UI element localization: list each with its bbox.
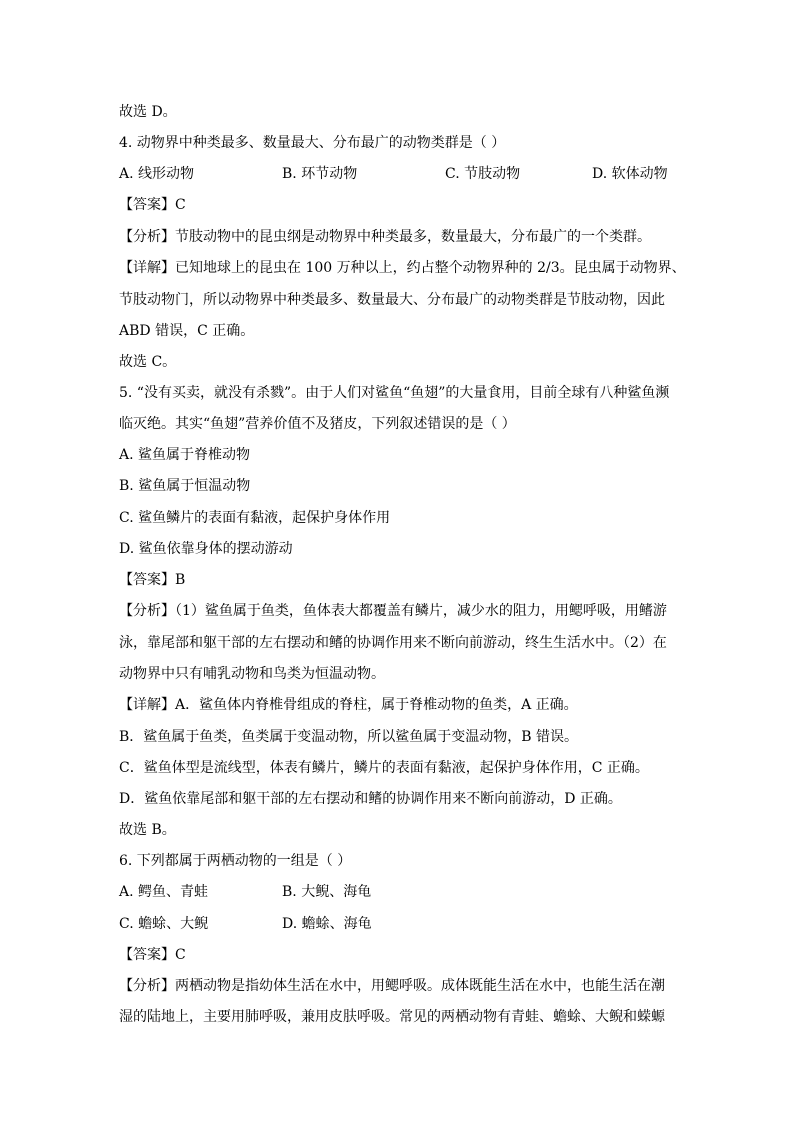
answer-value: B — [175, 572, 186, 588]
q5-option-b: B. 鲨鱼属于恒温动物 — [119, 478, 251, 494]
detail-tag: 【详解】 — [119, 697, 175, 713]
q4-option-c: C. 节肢动物 — [445, 166, 521, 182]
q5-analysis-line-1 — [119, 601, 679, 621]
answer-value: C — [175, 947, 186, 963]
q4-detail-line-3: ABD 错误，C 正确。 — [119, 323, 255, 339]
q5-option-c: C. 鲨鱼鳞片的表面有黏液，起保护身体作用 — [119, 510, 391, 526]
q4-conclusion: 故选 C。 — [119, 354, 177, 370]
detail-tag: 【详解】 — [119, 260, 175, 276]
q5-detail-line-3: C．鲨鱼体型是流线型，体表有鳞片，鳞片的表面有黏液，起保护身体作用，C 正确。 — [119, 760, 649, 776]
q6-option-b: B. 大鲵、海龟 — [282, 884, 372, 900]
q5-option-d: D. 鲨鱼依靠身体的摆动游动 — [119, 541, 293, 557]
q5-analysis-line-3: 动物界中只有哺乳动物和鸟类为恒温动物。 — [119, 666, 385, 682]
answer-tag: 【答案】 — [119, 572, 175, 588]
q6-option-a: A. 鳄鱼、青蛙 — [119, 884, 209, 900]
q4-answer — [119, 195, 679, 215]
q4-option-d: D. 软体动物 — [592, 166, 668, 182]
q5-detail-line-2: B．鲨鱼属于鱼类，鱼类属于变温动物，所以鲨鱼属于变温动物，B 错误。 — [119, 729, 579, 745]
analysis-tag: 【分析】 — [119, 229, 175, 245]
q5-option-a: A. 鲨鱼属于脊椎动物 — [119, 447, 251, 463]
q4-stem: 4. 动物界中种类最多、数量最大、分布最广的动物类群是（ ） — [119, 135, 506, 151]
analysis-tag: 【分析】 — [119, 978, 175, 994]
analysis-tag: 【分析】 — [119, 603, 175, 619]
q5-stem-line-1: 5. “没有买卖，就没有杀戮”。由于人们对鲨鱼“鱼翅”的大量食用，目前全球有八种鲨鱼濒 — [119, 385, 670, 401]
q6-answer — [119, 945, 679, 965]
analysis-text: 两栖动物是指幼体生活在水中，用鳃呼吸。成体既能生活在水中，也能生活在潮 — [175, 978, 665, 994]
answer-tag: 【答案】 — [119, 197, 175, 213]
q5-detail-line-1 — [119, 695, 679, 715]
q5-answer — [119, 570, 679, 590]
analysis-text: 节肢动物中的昆虫纲是动物界中种类最多，数量最大，分布最广的一个类群。 — [175, 229, 651, 245]
q6-analysis-line-1 — [119, 976, 679, 996]
q5-detail-line-4: D．鲨鱼依靠尾部和躯干部的左右摆动和鳍的协调作用来不断向前游动，D 正确。 — [119, 791, 622, 807]
q5-stem-line-2: 临灭绝。其实“鱼翅”营养价值不及猪皮，下列叙述错误的是（ ） — [119, 416, 516, 432]
q6-option-d: D. 蟾蜍、海龟 — [282, 916, 372, 932]
q4-option-b: B. 环节动物 — [282, 166, 358, 182]
q5-analysis-line-2: 泳，靠尾部和躯干部的左右摆动和鳍的协调作用来不断向前游动，终生生活水中。（2）在 — [119, 635, 667, 651]
q6-option-c: C. 蟾蜍、大鲵 — [119, 916, 209, 932]
q4-detail-line-1 — [119, 258, 686, 278]
q6-stem: 6. 下列都属于两栖动物的一组是（ ） — [119, 853, 352, 869]
detail-text: 已知地球上的昆虫在 100 万种以上，约占整个动物界种的 2/3。昆虫属于动物界、 — [175, 260, 686, 276]
q5-conclusion: 故选 B。 — [119, 822, 176, 838]
q3-conclusion: 故选 D。 — [119, 104, 177, 120]
q6-analysis-line-2: 湿的陆地上，主要用肺呼吸，兼用皮肤呼吸。常见的两栖动物有青蛙、蟾蜍、大鲵和蝾螈 — [119, 1009, 665, 1025]
answer-value: C — [175, 197, 186, 213]
detail-text: A．鲨鱼体内脊椎骨组成的脊柱，属于脊椎动物的鱼类，A 正确。 — [175, 697, 578, 713]
q4-option-a: A. 线形动物 — [119, 166, 195, 182]
q4-detail-line-2: 节肢动物门，所以动物界中种类最多、数量最大、分布最广的动物类群是节肢动物，因此 — [119, 292, 665, 308]
q4-analysis — [119, 227, 679, 247]
answer-tag: 【答案】 — [119, 947, 175, 963]
analysis-text: （1）鲨鱼属于鱼类，鱼体表大都覆盖有鳞片，减少水的阻力，用鳃呼吸，用鳍游 — [175, 603, 667, 619]
